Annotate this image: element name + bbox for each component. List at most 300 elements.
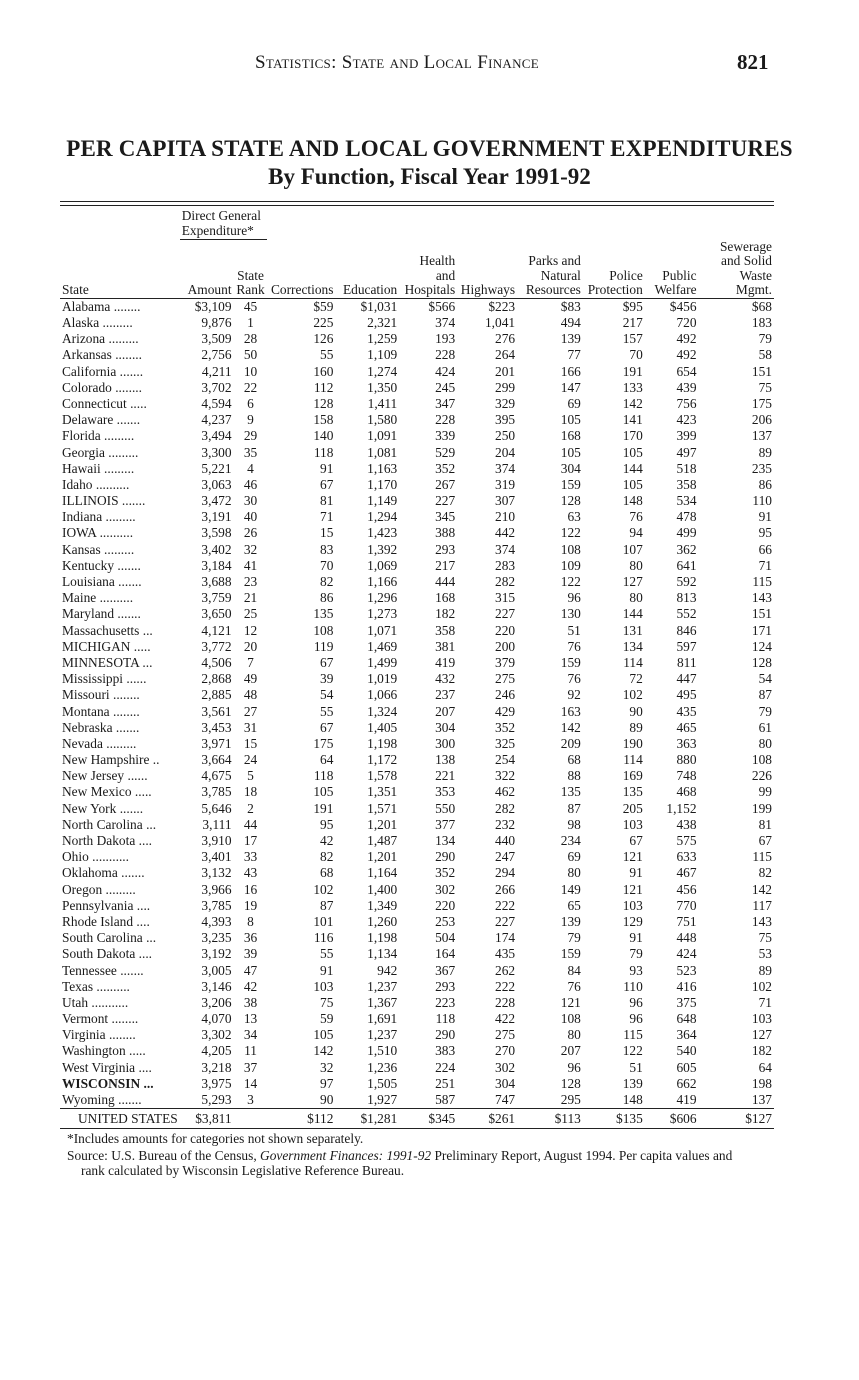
corrections-cell: 119 bbox=[313, 638, 334, 654]
parks-cell: 105 bbox=[560, 412, 581, 428]
education-cell: 942 bbox=[377, 962, 398, 978]
table-row bbox=[60, 412, 774, 428]
rank-cell: 5 bbox=[247, 768, 254, 784]
corrections-cell: 140 bbox=[313, 428, 334, 444]
table-row bbox=[60, 703, 774, 719]
parks-cell: 159 bbox=[560, 946, 581, 962]
state-name: South Carolina bbox=[62, 930, 143, 946]
amount-cell: 3,702 bbox=[201, 379, 232, 395]
police-cell: 89 bbox=[629, 719, 643, 735]
source-prefix: Source: U.S. Bureau of the Census, bbox=[67, 1148, 261, 1163]
highways-cell: 210 bbox=[495, 509, 516, 525]
police-cell: 148 bbox=[622, 1092, 643, 1108]
total-corrections: $112 bbox=[267, 1108, 335, 1128]
highways-cell: 174 bbox=[495, 930, 516, 946]
highways-cell: 275 bbox=[495, 671, 516, 687]
education-cell: 1,198 bbox=[367, 735, 398, 751]
amount-cell: 3,910 bbox=[201, 833, 232, 849]
health-cell: 529 bbox=[435, 444, 456, 460]
amount-cell: 3,402 bbox=[201, 541, 232, 557]
sewerage-cell: 151 bbox=[751, 363, 772, 379]
state-name: Washington bbox=[62, 1043, 126, 1059]
state-name: Pennsylvania bbox=[62, 897, 134, 913]
police-cell: 79 bbox=[629, 946, 643, 962]
table-row bbox=[60, 558, 774, 574]
rank-cell: 15 bbox=[243, 735, 258, 751]
table-row bbox=[60, 719, 774, 735]
amount-cell: 3,132 bbox=[201, 865, 232, 881]
table-row bbox=[60, 897, 774, 913]
rank-cell: 19 bbox=[243, 897, 258, 913]
table-row bbox=[60, 752, 774, 768]
parks-cell: 163 bbox=[560, 703, 581, 719]
state-name: Oregon bbox=[62, 881, 103, 897]
welfare-cell: 811 bbox=[676, 654, 697, 670]
table-row bbox=[60, 800, 774, 816]
welfare-cell: 662 bbox=[676, 1075, 697, 1091]
source-line-1 bbox=[67, 1148, 789, 1163]
table-row bbox=[60, 1011, 774, 1027]
welfare-cell: 605 bbox=[676, 1059, 697, 1075]
sewerage-cell: 95 bbox=[758, 525, 772, 541]
health-cell: 138 bbox=[435, 752, 456, 768]
amount-cell: 3,111 bbox=[202, 816, 232, 832]
corrections-cell: 135 bbox=[313, 606, 334, 622]
rank-cell: 4 bbox=[247, 460, 254, 476]
corrections-cell: 90 bbox=[320, 1092, 334, 1108]
health-cell: 353 bbox=[435, 784, 456, 800]
corrections-cell: 71 bbox=[320, 509, 334, 525]
welfare-cell: 358 bbox=[676, 476, 697, 492]
amount-cell: 3,063 bbox=[201, 476, 232, 492]
health-cell: 339 bbox=[435, 428, 456, 444]
highways-cell: 220 bbox=[495, 622, 516, 638]
header-parks-natural-resources: Parks and Natural Resources bbox=[517, 240, 583, 299]
dot-leader: ... bbox=[142, 622, 153, 638]
sewerage-cell: 124 bbox=[751, 638, 772, 654]
header-education: Education bbox=[335, 240, 399, 299]
education-cell: 1,164 bbox=[367, 865, 398, 881]
highways-cell: $223 bbox=[488, 298, 516, 314]
highways-cell: 747 bbox=[495, 1092, 516, 1108]
state-name: Florida bbox=[62, 428, 101, 444]
table-row bbox=[60, 606, 774, 622]
state-name-cell bbox=[60, 412, 180, 428]
health-cell: 550 bbox=[435, 800, 456, 816]
education-cell: 1,259 bbox=[367, 331, 398, 347]
sewerage-cell: 64 bbox=[758, 1059, 772, 1075]
education-cell: 1,237 bbox=[367, 978, 398, 994]
state-name-cell bbox=[60, 833, 180, 849]
table-row bbox=[60, 493, 774, 509]
state-name-cell bbox=[60, 930, 180, 946]
parks-cell: 130 bbox=[560, 606, 581, 622]
state-name-cell bbox=[60, 655, 180, 671]
highways-cell: 283 bbox=[495, 557, 516, 573]
amount-cell: 2,756 bbox=[201, 347, 232, 363]
state-name-cell bbox=[60, 1043, 180, 1059]
dot-leader: ... bbox=[146, 816, 157, 832]
amount-cell: 4,211 bbox=[201, 363, 232, 379]
header-state-rank: State Rank bbox=[234, 240, 268, 299]
parks-cell: 122 bbox=[560, 574, 581, 590]
corrections-cell: 116 bbox=[313, 930, 334, 946]
health-cell: 419 bbox=[435, 654, 456, 670]
rank-cell: 47 bbox=[243, 962, 258, 978]
highways-cell: 264 bbox=[495, 347, 516, 363]
state-name: Tennessee bbox=[62, 962, 117, 978]
education-cell: 1,487 bbox=[367, 833, 398, 849]
total-welfare: $606 bbox=[645, 1108, 699, 1128]
dot-leader: ... bbox=[146, 930, 157, 946]
corrections-cell: $59 bbox=[313, 298, 334, 314]
header-state: State bbox=[60, 240, 180, 299]
total-rank bbox=[234, 1108, 268, 1128]
corrections-cell: 91 bbox=[320, 460, 334, 476]
top-rule-1 bbox=[60, 201, 774, 202]
health-cell: 223 bbox=[435, 994, 456, 1010]
amount-cell: 4,393 bbox=[201, 913, 232, 929]
welfare-cell: 435 bbox=[676, 703, 697, 719]
health-cell: $566 bbox=[428, 298, 456, 314]
parks-cell: 108 bbox=[560, 541, 581, 557]
corrections-cell: 91 bbox=[320, 962, 334, 978]
running-title bbox=[255, 52, 539, 74]
dot-leader: ....... bbox=[118, 1092, 142, 1108]
parks-cell: 69 bbox=[567, 849, 581, 865]
amount-cell: 3,401 bbox=[201, 849, 232, 865]
education-cell: 1,296 bbox=[367, 590, 398, 606]
education-cell: 1,423 bbox=[367, 525, 398, 541]
sewerage-cell: 151 bbox=[751, 606, 772, 622]
health-cell: 207 bbox=[435, 703, 456, 719]
rank-cell: 37 bbox=[243, 1059, 258, 1075]
state-name-cell bbox=[60, 558, 180, 574]
police-cell: 51 bbox=[629, 1059, 643, 1075]
rank-cell: 33 bbox=[243, 849, 258, 865]
sewerage-cell: 71 bbox=[758, 557, 772, 573]
sewerage-cell: 108 bbox=[751, 752, 772, 768]
education-cell: 1,351 bbox=[367, 784, 398, 800]
amount-cell: 4,205 bbox=[201, 1043, 232, 1059]
rank-cell: 18 bbox=[243, 784, 258, 800]
amount-cell: 4,594 bbox=[201, 395, 232, 411]
dot-leader: ... bbox=[143, 1075, 154, 1091]
welfare-cell: 423 bbox=[676, 412, 697, 428]
parks-cell: 98 bbox=[567, 816, 581, 832]
corrections-cell: 128 bbox=[313, 395, 334, 411]
highways-cell: 299 bbox=[495, 379, 516, 395]
rank-cell: 48 bbox=[243, 687, 258, 703]
sewerage-cell: 79 bbox=[758, 703, 772, 719]
amount-cell: 3,300 bbox=[201, 444, 232, 460]
corrections-cell: 225 bbox=[313, 315, 334, 331]
police-cell: 105 bbox=[622, 476, 643, 492]
dot-leader: ....... bbox=[116, 412, 141, 428]
education-cell: 1,198 bbox=[367, 930, 398, 946]
education-cell: 1,273 bbox=[367, 606, 398, 622]
state-name: Oklahoma bbox=[62, 865, 118, 881]
highways-cell: 429 bbox=[495, 703, 516, 719]
state-name: Nebraska bbox=[62, 719, 113, 735]
sewerage-cell: 183 bbox=[751, 315, 772, 331]
health-cell: 367 bbox=[435, 962, 456, 978]
state-name: Alaska bbox=[62, 315, 100, 331]
header-direct-general-expenditure: Direct General Expenditure* bbox=[180, 209, 268, 240]
health-cell: 345 bbox=[435, 509, 456, 525]
dot-leader: ....... bbox=[118, 574, 142, 590]
table-header bbox=[60, 209, 774, 298]
source-line-2: rank calculated by Wisconsin Legislative Reference Bureau. bbox=[81, 1163, 405, 1178]
education-cell: 1,927 bbox=[367, 1092, 398, 1108]
rank-cell: 46 bbox=[243, 476, 258, 492]
parks-cell: 304 bbox=[560, 460, 581, 476]
total-parks: $113 bbox=[517, 1108, 583, 1128]
source-note bbox=[67, 1148, 789, 1178]
dot-leader: .... bbox=[138, 833, 153, 849]
parks-cell: 84 bbox=[567, 962, 581, 978]
corrections-cell: 95 bbox=[320, 816, 334, 832]
state-name-cell bbox=[60, 962, 180, 978]
table-row bbox=[60, 331, 774, 347]
state-name: Hawaii bbox=[62, 460, 101, 476]
highways-cell: 250 bbox=[495, 428, 516, 444]
table-row bbox=[60, 849, 774, 865]
dot-leader: ......... bbox=[104, 460, 135, 476]
education-cell: 1,236 bbox=[367, 1059, 398, 1075]
parks-cell: 63 bbox=[567, 509, 581, 525]
total-health: $345 bbox=[399, 1108, 457, 1128]
dot-leader: ....... bbox=[119, 363, 144, 379]
parks-cell: 80 bbox=[567, 1027, 581, 1043]
state-name: New Mexico bbox=[62, 784, 132, 800]
welfare-cell: 456 bbox=[676, 881, 697, 897]
sewerage-cell: 79 bbox=[758, 331, 772, 347]
education-cell: 1,260 bbox=[367, 913, 398, 929]
corrections-cell: 103 bbox=[313, 978, 334, 994]
amount-cell: 3,184 bbox=[201, 557, 232, 573]
parks-cell: 65 bbox=[567, 897, 581, 913]
highways-cell: 270 bbox=[495, 1043, 516, 1059]
sewerage-cell: 54 bbox=[758, 671, 772, 687]
dot-leader: ........ bbox=[111, 1011, 139, 1027]
corrections-cell: 87 bbox=[320, 897, 334, 913]
highways-cell: 322 bbox=[495, 768, 516, 784]
state-name: Mississippi bbox=[62, 671, 124, 687]
highways-cell: 374 bbox=[495, 460, 516, 476]
parks-cell: 96 bbox=[567, 1059, 581, 1075]
state-name: Idaho bbox=[62, 476, 93, 492]
parks-cell: 122 bbox=[560, 525, 581, 541]
table-row bbox=[60, 298, 774, 315]
amount-cell: $3,109 bbox=[194, 298, 232, 314]
rank-cell: 35 bbox=[243, 444, 258, 460]
education-cell: 1,405 bbox=[367, 719, 398, 735]
table-row bbox=[60, 881, 774, 897]
rank-cell: 39 bbox=[243, 946, 258, 962]
running-title-rest: State and Local Finance bbox=[341, 52, 539, 73]
health-cell: 374 bbox=[435, 315, 456, 331]
amount-cell: 3,650 bbox=[201, 606, 232, 622]
table-row bbox=[60, 525, 774, 541]
sewerage-cell: 143 bbox=[751, 913, 772, 929]
dot-leader: ...... bbox=[126, 671, 147, 687]
police-cell: 93 bbox=[629, 962, 643, 978]
police-cell: 131 bbox=[622, 622, 643, 638]
state-name: Maine bbox=[62, 590, 97, 606]
health-cell: 228 bbox=[435, 347, 456, 363]
table-row bbox=[60, 347, 774, 363]
highways-cell: 294 bbox=[495, 865, 516, 881]
state-name-cell bbox=[60, 606, 180, 622]
rank-cell: 44 bbox=[243, 816, 258, 832]
sewerage-cell: 89 bbox=[758, 962, 772, 978]
corrections-cell: 158 bbox=[313, 412, 334, 428]
welfare-cell: 362 bbox=[676, 541, 697, 557]
header-police-protection: Police Protection bbox=[583, 240, 645, 299]
rank-cell: 22 bbox=[243, 379, 258, 395]
sewerage-cell: 87 bbox=[758, 687, 772, 703]
corrections-cell: 55 bbox=[320, 703, 334, 719]
amount-cell: 3,509 bbox=[201, 331, 232, 347]
health-cell: 221 bbox=[435, 768, 456, 784]
police-cell: 72 bbox=[629, 671, 643, 687]
education-cell: 1,294 bbox=[367, 509, 398, 525]
health-cell: 228 bbox=[435, 412, 456, 428]
source-publication: Government Finances: 1991-92 bbox=[260, 1148, 432, 1163]
rank-cell: 36 bbox=[243, 930, 258, 946]
dot-leader: ........ bbox=[108, 1027, 136, 1043]
welfare-cell: 846 bbox=[676, 622, 697, 638]
police-cell: 135 bbox=[622, 784, 643, 800]
dot-leader: ....... bbox=[121, 865, 145, 881]
sewerage-cell: 226 bbox=[751, 768, 772, 784]
corrections-cell: 142 bbox=[313, 1043, 334, 1059]
highways-cell: 307 bbox=[495, 493, 516, 509]
police-cell: 148 bbox=[622, 493, 643, 509]
police-cell: 70 bbox=[629, 347, 643, 363]
total-label: UNITED STATES bbox=[60, 1108, 180, 1128]
table-row bbox=[60, 444, 774, 460]
parks-cell: 168 bbox=[560, 428, 581, 444]
amount-cell: 5,646 bbox=[201, 800, 232, 816]
table-row bbox=[60, 396, 774, 412]
state-name-cell bbox=[60, 1076, 180, 1092]
state-name: Colorado bbox=[62, 379, 112, 395]
sewerage-cell: 81 bbox=[758, 816, 772, 832]
rank-cell: 1 bbox=[247, 315, 254, 331]
state-name-cell bbox=[60, 671, 180, 687]
sewerage-cell: $68 bbox=[751, 298, 772, 314]
parks-cell: 139 bbox=[560, 913, 581, 929]
dot-leader: ....... bbox=[121, 493, 146, 509]
dot-leader: .... bbox=[136, 897, 151, 913]
welfare-cell: 364 bbox=[676, 1027, 697, 1043]
dot-leader: .......... bbox=[99, 525, 134, 541]
dot-leader: ..... bbox=[130, 395, 147, 411]
sewerage-cell: 206 bbox=[751, 412, 772, 428]
sewerage-cell: 89 bbox=[758, 444, 772, 460]
amount-cell: 3,561 bbox=[201, 703, 232, 719]
parks-cell: 69 bbox=[567, 395, 581, 411]
education-cell: 1,066 bbox=[367, 687, 398, 703]
health-cell: 245 bbox=[435, 379, 456, 395]
highways-cell: 227 bbox=[495, 606, 516, 622]
education-cell: 1,499 bbox=[367, 654, 398, 670]
rank-cell: 7 bbox=[247, 654, 254, 670]
rank-cell: 40 bbox=[243, 509, 258, 525]
police-cell: 80 bbox=[629, 557, 643, 573]
health-cell: 224 bbox=[435, 1059, 456, 1075]
running-head bbox=[0, 50, 859, 78]
total-row bbox=[60, 1108, 774, 1128]
corrections-cell: 83 bbox=[320, 541, 334, 557]
table-row bbox=[60, 379, 774, 395]
highways-cell: 442 bbox=[495, 525, 516, 541]
education-cell: 1,109 bbox=[367, 347, 398, 363]
dot-leader: ......... bbox=[108, 331, 139, 347]
parks-cell: 109 bbox=[560, 557, 581, 573]
corrections-cell: 67 bbox=[320, 476, 334, 492]
state-name-cell bbox=[60, 736, 180, 752]
dot-leader: .... bbox=[138, 946, 153, 962]
table-body bbox=[60, 298, 774, 1108]
corrections-cell: 55 bbox=[320, 347, 334, 363]
health-cell: 220 bbox=[435, 897, 456, 913]
state-name-cell bbox=[60, 768, 180, 784]
rank-cell: 6 bbox=[247, 395, 254, 411]
highways-cell: 204 bbox=[495, 444, 516, 460]
sewerage-cell: 61 bbox=[758, 719, 772, 735]
state-name-cell bbox=[60, 752, 180, 768]
state-name-cell bbox=[60, 525, 180, 541]
parks-cell: 76 bbox=[567, 978, 581, 994]
police-cell: 67 bbox=[629, 833, 643, 849]
state-name: MICHIGAN bbox=[62, 638, 131, 654]
table-row bbox=[60, 509, 774, 525]
police-cell: 115 bbox=[623, 1027, 643, 1043]
police-cell: 139 bbox=[622, 1075, 643, 1091]
corrections-cell: 101 bbox=[313, 913, 334, 929]
table-row bbox=[60, 687, 774, 703]
education-cell: 1,580 bbox=[367, 412, 398, 428]
rank-cell: 8 bbox=[247, 913, 254, 929]
corrections-cell: 160 bbox=[313, 363, 334, 379]
dot-leader: ......... bbox=[104, 428, 135, 444]
parks-cell: 207 bbox=[560, 1043, 581, 1059]
sewerage-cell: 175 bbox=[751, 395, 772, 411]
welfare-cell: 399 bbox=[676, 428, 697, 444]
parks-cell: 51 bbox=[567, 622, 581, 638]
welfare-cell: 439 bbox=[676, 379, 697, 395]
welfare-cell: 492 bbox=[676, 331, 697, 347]
education-cell: 1,149 bbox=[367, 493, 398, 509]
sewerage-cell: 115 bbox=[752, 574, 772, 590]
running-title-prefix: Statistics: bbox=[255, 52, 342, 73]
state-name: New York bbox=[62, 800, 117, 816]
parks-cell: 76 bbox=[567, 638, 581, 654]
welfare-cell: 751 bbox=[676, 913, 697, 929]
parks-cell: 121 bbox=[560, 994, 581, 1010]
state-name-cell bbox=[60, 1011, 180, 1027]
health-cell: 358 bbox=[435, 622, 456, 638]
total-education: $1,281 bbox=[335, 1108, 399, 1128]
header-public-welfare: Public Welfare bbox=[645, 240, 699, 299]
rank-cell: 10 bbox=[243, 363, 258, 379]
dot-leader: ......... bbox=[106, 735, 137, 751]
amount-cell: 3,218 bbox=[201, 1059, 232, 1075]
amount-cell: 3,971 bbox=[201, 735, 232, 751]
